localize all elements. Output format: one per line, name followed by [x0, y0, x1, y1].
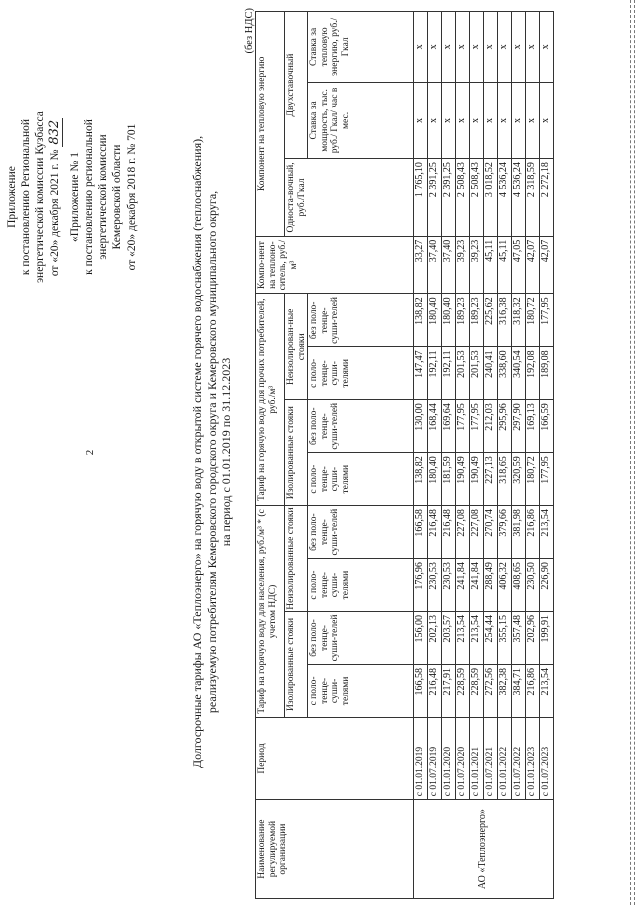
- value-cell: 288,49: [484, 559, 498, 612]
- table-row: [484, 12, 498, 899]
- value-cell: 130,00: [414, 400, 428, 453]
- value-cell: 176,96: [414, 559, 428, 612]
- table-row: [414, 12, 428, 899]
- value-cell: 168,44: [428, 400, 442, 453]
- value-cell: 379,66: [498, 506, 512, 559]
- value-cell: 382,38: [498, 664, 512, 717]
- vat-note: (без НДС): [244, 8, 255, 54]
- period-cell: с 01.07.2020: [456, 717, 470, 799]
- value-cell: 192,08: [526, 347, 540, 400]
- value-cell: 177,95: [456, 400, 470, 453]
- table-row: [498, 12, 512, 899]
- appendix-line: энергетической комиссии Кузбасса: [34, 111, 47, 283]
- value-cell: 39,23: [470, 236, 484, 294]
- value-cell: 37,40: [428, 236, 442, 294]
- value-cell: 295,96: [498, 400, 512, 453]
- period-cell: с 01.07.2022: [512, 717, 526, 799]
- header-with-towel: с поло-тенце-суши-телями: [308, 453, 414, 506]
- value-cell: 166,59: [540, 400, 554, 453]
- value-cell: 213,54: [540, 664, 554, 717]
- value-cell: 254,44: [484, 612, 498, 665]
- value-cell: х: [526, 12, 540, 83]
- page-number: 2: [84, 449, 96, 456]
- value-cell: 199,91: [540, 612, 554, 665]
- value-cell: 45,11: [484, 236, 498, 294]
- value-cell: х: [512, 82, 526, 158]
- value-cell: х: [470, 82, 484, 158]
- value-cell: 357,48: [512, 612, 526, 665]
- value-cell: 241,84: [470, 559, 484, 612]
- header-with-towel: с поло-тенце-суши-телями: [308, 664, 414, 717]
- value-cell: 406,32: [498, 559, 512, 612]
- header-without-towel: без поло-тенце-суши-телей: [308, 294, 414, 347]
- value-cell: х: [540, 82, 554, 158]
- value-cell: х: [498, 12, 512, 83]
- value-cell: 180,40: [428, 453, 442, 506]
- period-cell: с 01.01.2023: [526, 717, 540, 799]
- value-cell: 1 765,10: [414, 159, 428, 237]
- value-cell: 216,86: [526, 664, 540, 717]
- value-cell: 212,03: [484, 400, 498, 453]
- header-with-towel: с поло-тенце-суши-телями: [308, 559, 414, 612]
- value-cell: 203,57: [442, 612, 456, 665]
- value-cell: 228,59: [470, 664, 484, 717]
- value-cell: 227,08: [470, 506, 484, 559]
- value-cell: 42,07: [526, 236, 540, 294]
- value-cell: 190,49: [456, 453, 470, 506]
- value-cell: 37,40: [442, 236, 456, 294]
- value-cell: х: [484, 12, 498, 83]
- header-insulated: Изолированные стояки: [285, 612, 308, 718]
- table-row: [442, 12, 456, 899]
- value-cell: 189,08: [540, 347, 554, 400]
- value-cell: х: [442, 12, 456, 83]
- header-population-tariff: Тариф на горячую воду для населения, руб./м³ * (с учетом НДС): [256, 506, 285, 718]
- original-appendix-line: к постановлению региональной: [83, 119, 96, 275]
- appendix-date-line: [48, 0, 62, 397]
- value-cell: 189,23: [456, 294, 470, 347]
- value-cell: 202,13: [428, 612, 442, 665]
- header-without-towel: без поло-тенце-суши-телей: [308, 400, 414, 453]
- value-cell: 226,90: [540, 559, 554, 612]
- header-with-towel: с поло-тенце-суши-телями: [308, 347, 414, 400]
- cut-line: [630, 0, 631, 905]
- value-cell: х: [484, 82, 498, 158]
- original-appendix-line: от «20» декабря 2018 г. № 701: [125, 123, 138, 271]
- value-cell: х: [414, 82, 428, 158]
- value-cell: х: [428, 12, 442, 83]
- appendix-date: от «20» декабря 2021 г. №: [48, 149, 61, 277]
- original-appendix-line: энергетической комиссии: [97, 134, 110, 260]
- value-cell: 138,82: [414, 453, 428, 506]
- title-line: реализуемую потребителям Кемеровского городского округа и Кемеровского муниципального округа,: [204, 190, 219, 714]
- value-cell: 201,53: [470, 347, 484, 400]
- value-cell: 227,08: [456, 506, 470, 559]
- value-cell: 213,54: [470, 612, 484, 665]
- value-cell: 408,65: [512, 559, 526, 612]
- value-cell: 297,90: [512, 400, 526, 453]
- value-cell: 216,48: [428, 506, 442, 559]
- value-cell: 216,86: [526, 506, 540, 559]
- period-cell: с 01.01.2019: [414, 717, 428, 799]
- header-single-rate: Односта-вочный, руб./Гкал: [285, 159, 414, 237]
- header-energy-rate: Ставка за тепловую энергию, руб./Гкал: [308, 12, 414, 83]
- table-row: [540, 12, 554, 899]
- value-cell: 190,49: [470, 453, 484, 506]
- value-cell: 230,53: [428, 559, 442, 612]
- value-cell: 230,50: [526, 559, 540, 612]
- value-cell: х: [456, 82, 470, 158]
- title-line: на период с 01.01.2019 по 31.12.2023: [219, 357, 233, 547]
- table-row: [512, 12, 526, 899]
- value-cell: 340,54: [512, 347, 526, 400]
- value-cell: 147,47: [414, 347, 428, 400]
- table-row: [526, 12, 540, 899]
- value-cell: 180,72: [526, 453, 540, 506]
- value-cell: 2 508,43: [456, 159, 470, 237]
- header-organization: Наименование регулируемой организации: [256, 800, 414, 899]
- value-cell: 3 018,52: [484, 159, 498, 237]
- value-cell: 177,95: [540, 453, 554, 506]
- table-body: [414, 12, 554, 899]
- value-cell: 169,13: [526, 400, 540, 453]
- value-cell: 270,74: [484, 506, 498, 559]
- value-cell: 230,53: [442, 559, 456, 612]
- value-cell: 213,54: [540, 506, 554, 559]
- value-cell: 318,65: [498, 453, 512, 506]
- value-cell: 272,56: [484, 664, 498, 717]
- value-cell: 156,00: [414, 612, 428, 665]
- value-cell: 39,23: [456, 236, 470, 294]
- original-appendix-line: «Приложение № 1: [68, 152, 81, 242]
- value-cell: 138,82: [414, 294, 428, 347]
- table-row: [428, 12, 442, 899]
- value-cell: 166,58: [414, 664, 428, 717]
- value-cell: х: [512, 12, 526, 83]
- value-cell: 192,11: [428, 347, 442, 400]
- value-cell: 181,59: [442, 453, 456, 506]
- period-cell: с 01.07.2023: [540, 717, 554, 799]
- header-coolant-component: Компо-нент на теплоно-ситель, руб./м³: [256, 236, 414, 294]
- value-cell: х: [526, 82, 540, 158]
- original-appendix-line: Кемеровской области: [111, 144, 124, 250]
- value-cell: 201,53: [456, 347, 470, 400]
- value-cell: 2 391,25: [442, 159, 456, 237]
- appendix-block: [5, 0, 139, 397]
- appendix-line: Приложение: [6, 166, 18, 228]
- value-cell: 192,11: [442, 347, 456, 400]
- value-cell: 318,32: [512, 294, 526, 347]
- value-cell: 4 536,24: [512, 159, 526, 237]
- value-cell: 320,59: [512, 453, 526, 506]
- cut-line: [634, 0, 635, 905]
- value-cell: х: [428, 82, 442, 158]
- header-noninsulated: Неизолирован-ные стояки: [285, 294, 308, 400]
- value-cell: 216,48: [428, 664, 442, 717]
- value-cell: 47,05: [512, 236, 526, 294]
- value-cell: 240,41: [484, 347, 498, 400]
- value-cell: 45,11: [498, 236, 512, 294]
- header-without-towel: без поло-тенце-суши-телей: [308, 506, 414, 559]
- value-cell: 180,40: [428, 294, 442, 347]
- value-cell: 166,58: [414, 506, 428, 559]
- period-cell: с 01.01.2022: [498, 717, 512, 799]
- tariff-table: [255, 11, 554, 899]
- value-cell: 217,91: [442, 664, 456, 717]
- value-cell: х: [456, 12, 470, 83]
- value-cell: 355,15: [498, 612, 512, 665]
- value-cell: х: [414, 12, 428, 83]
- value-cell: 4 536,24: [498, 159, 512, 237]
- value-cell: 180,40: [442, 294, 456, 347]
- value-cell: 2 318,59: [526, 159, 540, 237]
- value-cell: х: [442, 82, 456, 158]
- period-cell: с 01.07.2019: [428, 717, 442, 799]
- value-cell: 384,71: [512, 664, 526, 717]
- value-cell: 42,07: [540, 236, 554, 294]
- header-without-towel: без поло-тенце-суши-телей: [308, 612, 414, 665]
- value-cell: х: [540, 12, 554, 83]
- table-row: [470, 12, 484, 899]
- value-cell: 33,27: [414, 236, 428, 294]
- period-cell: с 01.07.2021: [484, 717, 498, 799]
- header-thermal-component: Компонент на тепловую энергию: [256, 12, 285, 237]
- document-title: [190, 7, 234, 897]
- value-cell: 228,59: [456, 664, 470, 717]
- value-cell: 177,95: [540, 294, 554, 347]
- organization-cell: АО «Теплоэнерго»: [414, 800, 554, 899]
- value-cell: 189,23: [470, 294, 484, 347]
- period-cell: с 01.01.2021: [470, 717, 484, 799]
- value-cell: 2 391,25: [428, 159, 442, 237]
- value-cell: 316,38: [498, 294, 512, 347]
- value-cell: 169,64: [442, 400, 456, 453]
- value-cell: 216,48: [442, 506, 456, 559]
- value-cell: х: [498, 82, 512, 158]
- value-cell: 213,54: [456, 612, 470, 665]
- handwritten-number: 832: [46, 119, 62, 145]
- title-line: Долгосрочные тарифы АО «Теплоэнерго» на горячую воду в открытой системе горячего водоснабжения (теплоснабжения),: [190, 135, 204, 769]
- value-cell: 241,84: [456, 559, 470, 612]
- value-cell: 180,72: [526, 294, 540, 347]
- value-cell: 225,62: [484, 294, 498, 347]
- header-period: Период: [256, 717, 414, 799]
- header-insulated: Изолированные стояки: [285, 400, 308, 506]
- value-cell: 2 508,43: [470, 159, 484, 237]
- value-cell: 227,13: [484, 453, 498, 506]
- header-noninsulated: Неизолированные стояки: [285, 506, 308, 612]
- header-two-rate: Двухставочный: [285, 12, 308, 159]
- value-cell: х: [470, 12, 484, 83]
- header-capacity-rate: Ставка за мощность, тыс. руб./ Гкал/ час в мес.: [308, 82, 414, 158]
- value-cell: 381,98: [512, 506, 526, 559]
- value-cell: 177,95: [470, 400, 484, 453]
- period-cell: с 01.01.2020: [442, 717, 456, 799]
- value-cell: 202,96: [526, 612, 540, 665]
- appendix-line: к постановлению Региональной: [20, 118, 33, 276]
- value-cell: 338,60: [498, 347, 512, 400]
- value-cell: 2 272,18: [540, 159, 554, 237]
- table-row: [456, 12, 470, 899]
- header-other-tariff: Тариф на горячую воду для прочих потребителей, руб./м³: [256, 294, 285, 506]
